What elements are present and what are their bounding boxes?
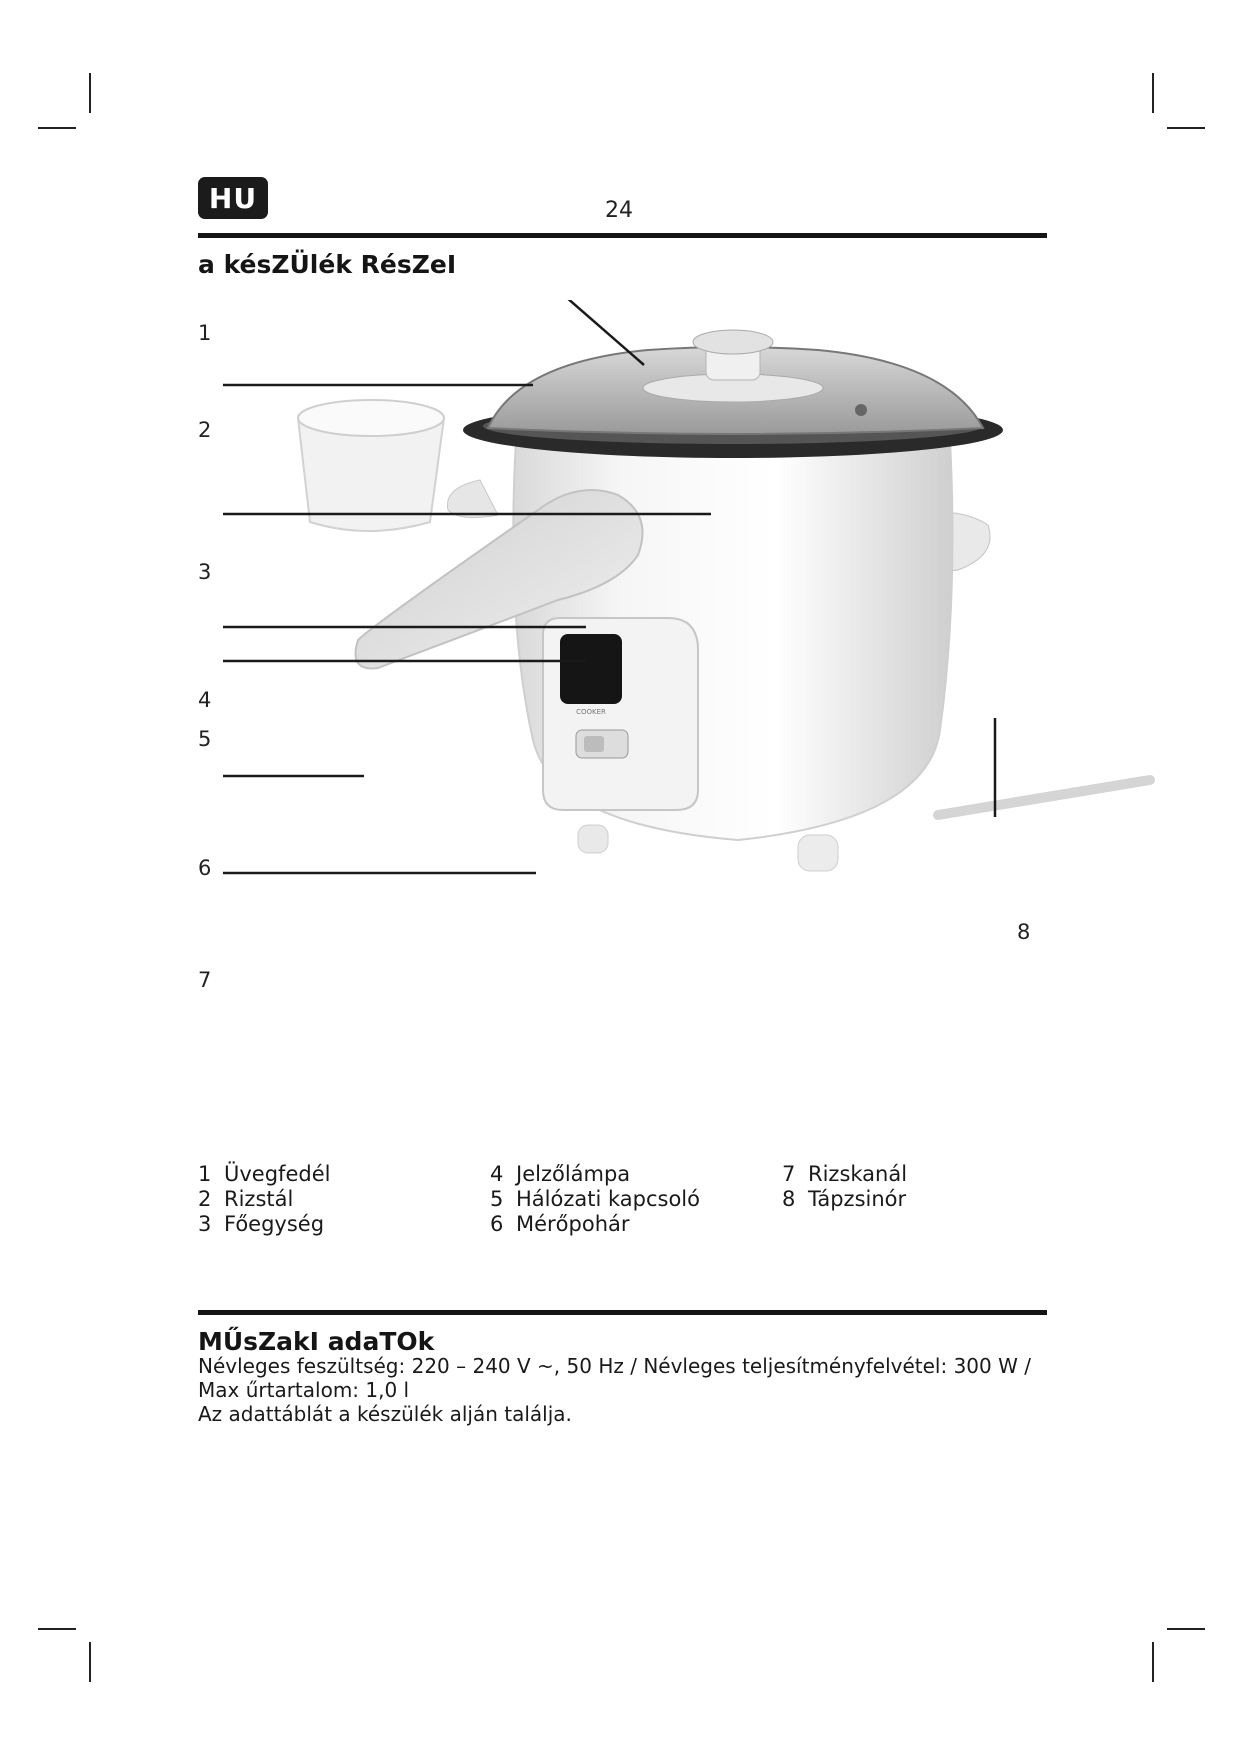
crop-mark [89, 73, 91, 113]
left-handle [447, 480, 498, 518]
callout-number: 4 [198, 688, 212, 712]
crop-mark [1167, 1628, 1205, 1630]
callout-number: 2 [198, 418, 212, 442]
crop-mark [38, 127, 76, 129]
crop-mark [38, 1628, 76, 1630]
callout-number: 7 [198, 968, 212, 992]
legend-item: 7 Rizskanál [782, 1162, 908, 1186]
callout-number: 6 [198, 856, 212, 880]
legend-item: 1 Üvegfedél [198, 1162, 331, 1186]
callout-number: 5 [198, 727, 212, 751]
legend-column [198, 1162, 330, 1237]
crop-mark [1167, 127, 1205, 129]
specs-text [198, 1354, 1058, 1426]
crop-mark [1152, 1642, 1154, 1682]
callout-number: 1 [198, 321, 212, 345]
header-rule [198, 233, 1047, 238]
crop-mark [89, 1642, 91, 1682]
indicator-window [560, 634, 622, 704]
legend-column [782, 1162, 907, 1212]
callout-number: 3 [198, 560, 212, 584]
legend-item: 8 Tápzsinór [782, 1187, 907, 1211]
power-cord [938, 780, 1150, 815]
foot [798, 835, 838, 871]
legend-item: 4 Jelzőlámpa [490, 1162, 631, 1186]
specs-line: Az adattáblát a készülék alján találja. [198, 1402, 572, 1426]
legend-item: 3 Főegység [198, 1212, 325, 1236]
legend-item: 6 Mérőpohár [490, 1212, 630, 1236]
callout-number: 8 [1017, 920, 1031, 944]
parts-section-title: a késZÜlék RésZeI [198, 250, 457, 279]
foot [578, 825, 608, 853]
legend-column [490, 1162, 700, 1237]
legend-item: 2 Rizstál [198, 1187, 294, 1211]
page-number: 24 [605, 198, 633, 223]
language-badge: HU [198, 177, 268, 219]
specs-rule [198, 1310, 1047, 1315]
specs-line: Névleges feszültség: 220 – 240 V ~, 50 Hz / Névleges teljesítményfelvétel: 300 W / [198, 1354, 1031, 1378]
svg-text:COOKER: COOKER [576, 708, 606, 716]
specs-section-title: MŰsZakI adaTOk [198, 1327, 435, 1356]
legend-item: 5 Hálózati kapcsoló [490, 1187, 700, 1211]
rice-cooker-figure [198, 300, 1158, 1140]
specs-line: Max űrtartalom: 1,0 l [198, 1378, 410, 1402]
crop-mark [1152, 73, 1154, 113]
